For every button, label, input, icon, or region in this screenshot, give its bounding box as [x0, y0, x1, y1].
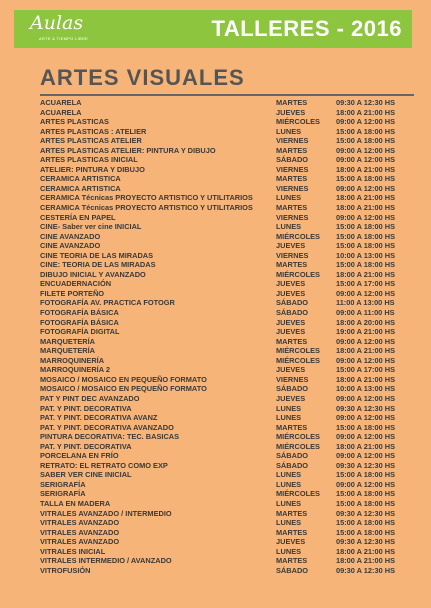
course-time: 09:00 A 12:00 HS [336, 117, 396, 127]
course-time: 15:00 A 18:00 HS [336, 498, 396, 508]
course-day: MARTES [276, 145, 308, 155]
schedule-row [40, 356, 416, 366]
course-day: VIERNES [276, 212, 309, 222]
course-day: MARTES [276, 527, 308, 537]
course-time: 09:00 A 12:00 HS [336, 355, 396, 365]
schedule-row [40, 203, 416, 213]
course-day: MIÉRCOLES [276, 489, 320, 499]
schedule-row [40, 289, 416, 299]
schedule-row [40, 442, 416, 452]
course-name: PAT. Y PINT. DECORATIVA AVANZ [40, 413, 158, 423]
course-name: PAT. Y PINT. DECORATIVA AVANZADO [40, 422, 174, 432]
schedule-list [40, 98, 416, 575]
course-name: PAT. Y PINT. DECORATIVA [40, 441, 132, 451]
schedule-row [40, 413, 416, 423]
course-day: SÁBADO [276, 460, 309, 470]
course-name: ARTES PLASTICAS [40, 117, 109, 127]
schedule-row [40, 165, 416, 175]
course-name: VITRALES AVANZADO [40, 537, 120, 547]
course-time: 15:00 A 18:00 HS [336, 260, 396, 270]
course-day: MIÉRCOLES [276, 441, 320, 451]
schedule-row [40, 451, 416, 461]
logo-tagline: ARTE & TIEMPO LIBRE [39, 36, 89, 41]
course-time: 15:00 A 17:00 HS [336, 279, 396, 289]
course-time: 09:30 A 12:30 HS [336, 565, 396, 575]
course-name: FOTOGRAFÍA BÁSICA [40, 308, 119, 318]
schedule-row [40, 556, 416, 566]
course-day: JUEVES [276, 327, 306, 337]
course-name: SERIGRAFÍA [40, 479, 86, 489]
course-day: MARTES [276, 260, 308, 270]
course-name: DIBUJO INICIAL Y AVANZADO [40, 269, 146, 279]
course-name: FOTOGRAFÍA AV. PRACTICA FOTOGR [40, 298, 175, 308]
course-name: SABER VER CINE INICIAL [40, 470, 132, 480]
course-day: JUEVES [276, 107, 306, 117]
course-day: VIERNES [276, 374, 309, 384]
course-day: JUEVES [276, 279, 306, 289]
course-time: 09:30 A 12:30 HS [336, 98, 396, 107]
course-name: VITRALES AVANZADO / INTERMEDIO [40, 508, 172, 518]
course-name: CINE TEORIA DE LAS MIRADAS [40, 250, 154, 260]
schedule-row [40, 318, 416, 328]
course-time: 09:30 A 12:30 HS [336, 537, 396, 547]
course-day: LUNES [276, 403, 302, 413]
course-day: MARTES [276, 203, 308, 213]
course-time: 09:30 A 12:30 HS [336, 508, 396, 518]
logo-text: Aulas [30, 12, 84, 34]
course-name: PAT Y PINT DEC AVANZADO [40, 393, 140, 403]
course-name: MARROQUINERÍA [40, 355, 105, 365]
course-name: CERAMICA ARTISTICA [40, 174, 121, 184]
course-time: 09:30 A 12:30 HS [336, 403, 396, 413]
course-name: TALLA EN MADERA [40, 498, 111, 508]
schedule-row [40, 174, 416, 184]
schedule-row [40, 232, 416, 242]
course-time: 18:00 A 21:00 HS [336, 107, 396, 117]
course-day: JUEVES [276, 288, 306, 298]
course-day: JUEVES [276, 365, 306, 375]
schedule-row [40, 98, 416, 108]
schedule-row [40, 499, 416, 509]
course-time: 15:00 A 18:00 HS [336, 136, 396, 146]
course-day: MIÉRCOLES [276, 346, 320, 356]
schedule-row [40, 327, 416, 337]
schedule-row [40, 337, 416, 347]
course-day: MARTES [276, 508, 308, 518]
course-name: ARTES PLASTICAS ATELIER: PINTURA Y DIBUJO [40, 145, 216, 155]
course-time: 15:00 A 18:00 HS [336, 527, 396, 537]
course-time: 15:00 A 18:00 HS [336, 422, 396, 432]
schedule-row [40, 241, 416, 251]
course-time: 09:30 A 12:30 HS [336, 460, 396, 470]
course-day: LUNES [276, 126, 302, 136]
course-time: 09:00 A 12:00 HS [336, 432, 396, 442]
course-day: VIERNES [276, 164, 309, 174]
schedule-row [40, 470, 416, 480]
course-time: 11:00 A 13:00 HS [336, 298, 395, 308]
course-time: 18:00 A 21:00 HS [336, 374, 396, 384]
course-day: LUNES [276, 470, 302, 480]
course-name: CINE AVANZADO [40, 241, 101, 251]
course-time: 18:00 A 21:00 HS [336, 556, 396, 566]
aulas-logo [30, 12, 94, 46]
course-day: SÁBADO [276, 155, 309, 165]
schedule-row [40, 155, 416, 165]
course-time: 15:00 A 18:00 HS [336, 231, 396, 241]
course-time: 10:00 A 13:00 HS [336, 384, 396, 394]
course-name: ARTES PLASTICAS INICIAL [40, 155, 138, 165]
schedule-row [40, 298, 416, 308]
course-time: 18:00 A 21:00 HS [336, 269, 396, 279]
course-name: FILETE PORTEÑO [40, 288, 105, 298]
schedule-row [40, 404, 416, 414]
course-time: 09:00 A 12:00 HS [336, 183, 396, 193]
course-day: SÁBADO [276, 565, 309, 575]
course-name: CINE- Saber ver cine INICIAL [40, 222, 142, 232]
course-day: JUEVES [276, 317, 306, 327]
course-day: MIÉRCOLES [276, 269, 320, 279]
course-name: CERAMICA Técnicas PROYECTO ARTISTICO Y UTILITARIOS [40, 203, 253, 213]
course-name: MARROQUINERÍA 2 [40, 365, 110, 375]
schedule-row [40, 213, 416, 223]
course-name: CINE: TEORIA DE LAS MIRADAS [40, 260, 156, 270]
course-time: 15:00 A 18:00 HS [336, 222, 396, 232]
schedule-row [40, 489, 416, 499]
course-time: 10:00 A 13:00 HS [336, 250, 396, 260]
schedule-row [40, 509, 416, 519]
course-time: 18:00 A 21:00 HS [336, 193, 396, 203]
schedule-row [40, 222, 416, 232]
course-time: 09:00 A 11:00 HS [336, 308, 395, 318]
course-name: PORCELANA EN FRÍO [40, 451, 119, 461]
course-time: 09:00 A 12:00 HS [336, 155, 396, 165]
course-name: CERAMICA ARTISTICA [40, 183, 121, 193]
course-day: LUNES [276, 193, 302, 203]
schedule-row [40, 117, 416, 127]
course-name: ARTES PLASTICAS : ATELIER [40, 126, 147, 136]
course-day: LUNES [276, 413, 302, 423]
course-day: MARTES [276, 422, 308, 432]
schedule-row [40, 127, 416, 137]
course-time: 09:00 A 12:00 HS [336, 288, 396, 298]
course-day: MARTES [276, 556, 308, 566]
course-name: FOTOGRAFÍA BÁSICA [40, 317, 119, 327]
course-name: SERIGRAFÍA [40, 489, 86, 499]
course-day: MIÉRCOLES [276, 432, 320, 442]
course-name: VITRALES INICIAL [40, 546, 106, 556]
schedule-row [40, 528, 416, 538]
course-time: 15:00 A 18:00 HS [336, 241, 396, 251]
course-time: 18:00 A 21:00 HS [336, 546, 396, 556]
course-name: CERAMICA Técnicas PROYECTO ARTISTICO Y UTILITARIOS [40, 193, 253, 203]
schedule-row [40, 308, 416, 318]
course-day: SÁBADO [276, 451, 309, 461]
course-time: 15:00 A 18:00 HS [336, 174, 396, 184]
course-name: CINE AVANZADO [40, 231, 101, 241]
course-day: MIÉRCOLES [276, 231, 320, 241]
schedule-row [40, 423, 416, 433]
course-day: LUNES [276, 498, 302, 508]
course-day: LUNES [276, 518, 302, 528]
course-time: 19:00 A 21:00 HS [336, 327, 396, 337]
course-name: MOSAICO / MOSAICO EN PEQUEÑO FORMATO [40, 374, 207, 384]
course-day: JUEVES [276, 241, 306, 251]
section-title: ARTES VISUALES [40, 65, 245, 90]
course-day: SÁBADO [276, 308, 309, 318]
course-day: LUNES [276, 546, 302, 556]
schedule-row [40, 270, 416, 280]
course-name: PAT. Y PINT. DECORATIVA [40, 403, 132, 413]
course-day: VIERNES [276, 250, 309, 260]
course-day: LUNES [276, 479, 302, 489]
course-name: VITRALES INTERMEDIO / AVANZADO [40, 556, 172, 566]
course-name: CESTERÍA EN PAPEL [40, 212, 116, 222]
course-name: MARQUETERÍA [40, 336, 96, 346]
schedule-row [40, 108, 416, 118]
course-day: MIÉRCOLES [276, 117, 320, 127]
course-name: VITROFUSIÓN [40, 565, 91, 575]
course-day: JUEVES [276, 393, 306, 403]
course-name: RETRATO: EL RETRATO COMO EXP [40, 460, 168, 470]
course-day: MARTES [276, 98, 308, 107]
course-name: MOSAICO / MOSAICO EN PEQUEÑO FORMATO [40, 384, 207, 394]
course-day: LUNES [276, 222, 302, 232]
schedule-row [40, 146, 416, 156]
schedule-row [40, 384, 416, 394]
course-day: JUEVES [276, 537, 306, 547]
course-time: 09:00 A 12:00 HS [336, 451, 396, 461]
schedule-row [40, 184, 416, 194]
course-time: 18:00 A 21:00 HS [336, 441, 396, 451]
course-day: VIERNES [276, 183, 309, 193]
course-name: ACUARELA [40, 98, 82, 107]
course-day: VIERNES [276, 136, 309, 146]
schedule-row [40, 365, 416, 375]
course-time: 09:00 A 12:00 HS [336, 336, 396, 346]
course-time: 09:00 A 12:00 HS [336, 212, 396, 222]
course-time: 15:00 A 18:00 HS [336, 470, 396, 480]
course-name: FOTOGRAFÍA DIGITAL [40, 327, 120, 337]
course-time: 09:00 A 12:00 HS [336, 393, 396, 403]
schedule-row [40, 518, 416, 528]
schedule-row [40, 394, 416, 404]
course-time: 18:00 A 20:00 HS [336, 317, 396, 327]
schedule-row [40, 346, 416, 356]
course-time: 15:00 A 17:00 HS [336, 365, 396, 375]
schedule-row [40, 537, 416, 547]
course-time: 09:00 A 12:00 HS [336, 413, 396, 423]
course-time: 09:00 A 12:00 HS [336, 145, 396, 155]
course-time: 15:00 A 18:00 HS [336, 518, 396, 528]
course-name: ACUARELA [40, 107, 82, 117]
schedule-row [40, 566, 416, 576]
course-day: MARTES [276, 336, 308, 346]
course-day: MARTES [276, 174, 308, 184]
section-divider [40, 94, 414, 96]
course-time: 18:00 A 21:00 HS [336, 203, 396, 213]
course-day: MIÉRCOLES [276, 355, 320, 365]
course-name: VITRALES AVANZADO [40, 527, 120, 537]
course-name: ATELIER: PINTURA Y DIBUJO [40, 164, 145, 174]
schedule-row [40, 136, 416, 146]
schedule-row [40, 547, 416, 557]
page-title: TALLERES - 2016 [211, 16, 402, 41]
schedule-row [40, 375, 416, 385]
schedule-row [40, 480, 416, 490]
course-name: ARTES PLASTICAS ATELIER [40, 136, 142, 146]
course-name: ENCUADERNACIÓN [40, 279, 112, 289]
course-time: 15:00 A 18:00 HS [336, 126, 396, 136]
schedule-row [40, 193, 416, 203]
schedule-row [40, 432, 416, 442]
schedule-row [40, 279, 416, 289]
course-name: MARQUETERÍA [40, 346, 96, 356]
course-name: VITRALES AVANZADO [40, 518, 120, 528]
course-time: 18:00 A 21:00 HS [336, 346, 396, 356]
course-day: SÁBADO [276, 384, 309, 394]
schedule-row [40, 251, 416, 261]
course-time: 15:00 A 18:00 HS [336, 489, 396, 499]
course-day: SÁBADO [276, 298, 309, 308]
schedule-row [40, 461, 416, 471]
course-name: PINTURA DECORATIVA: TEC. BASICAS [40, 432, 180, 442]
course-time: 18:00 A 21:00 HS [336, 164, 396, 174]
course-time: 09:00 A 12:00 HS [336, 479, 396, 489]
header-banner [14, 10, 412, 48]
schedule-row [40, 260, 416, 270]
